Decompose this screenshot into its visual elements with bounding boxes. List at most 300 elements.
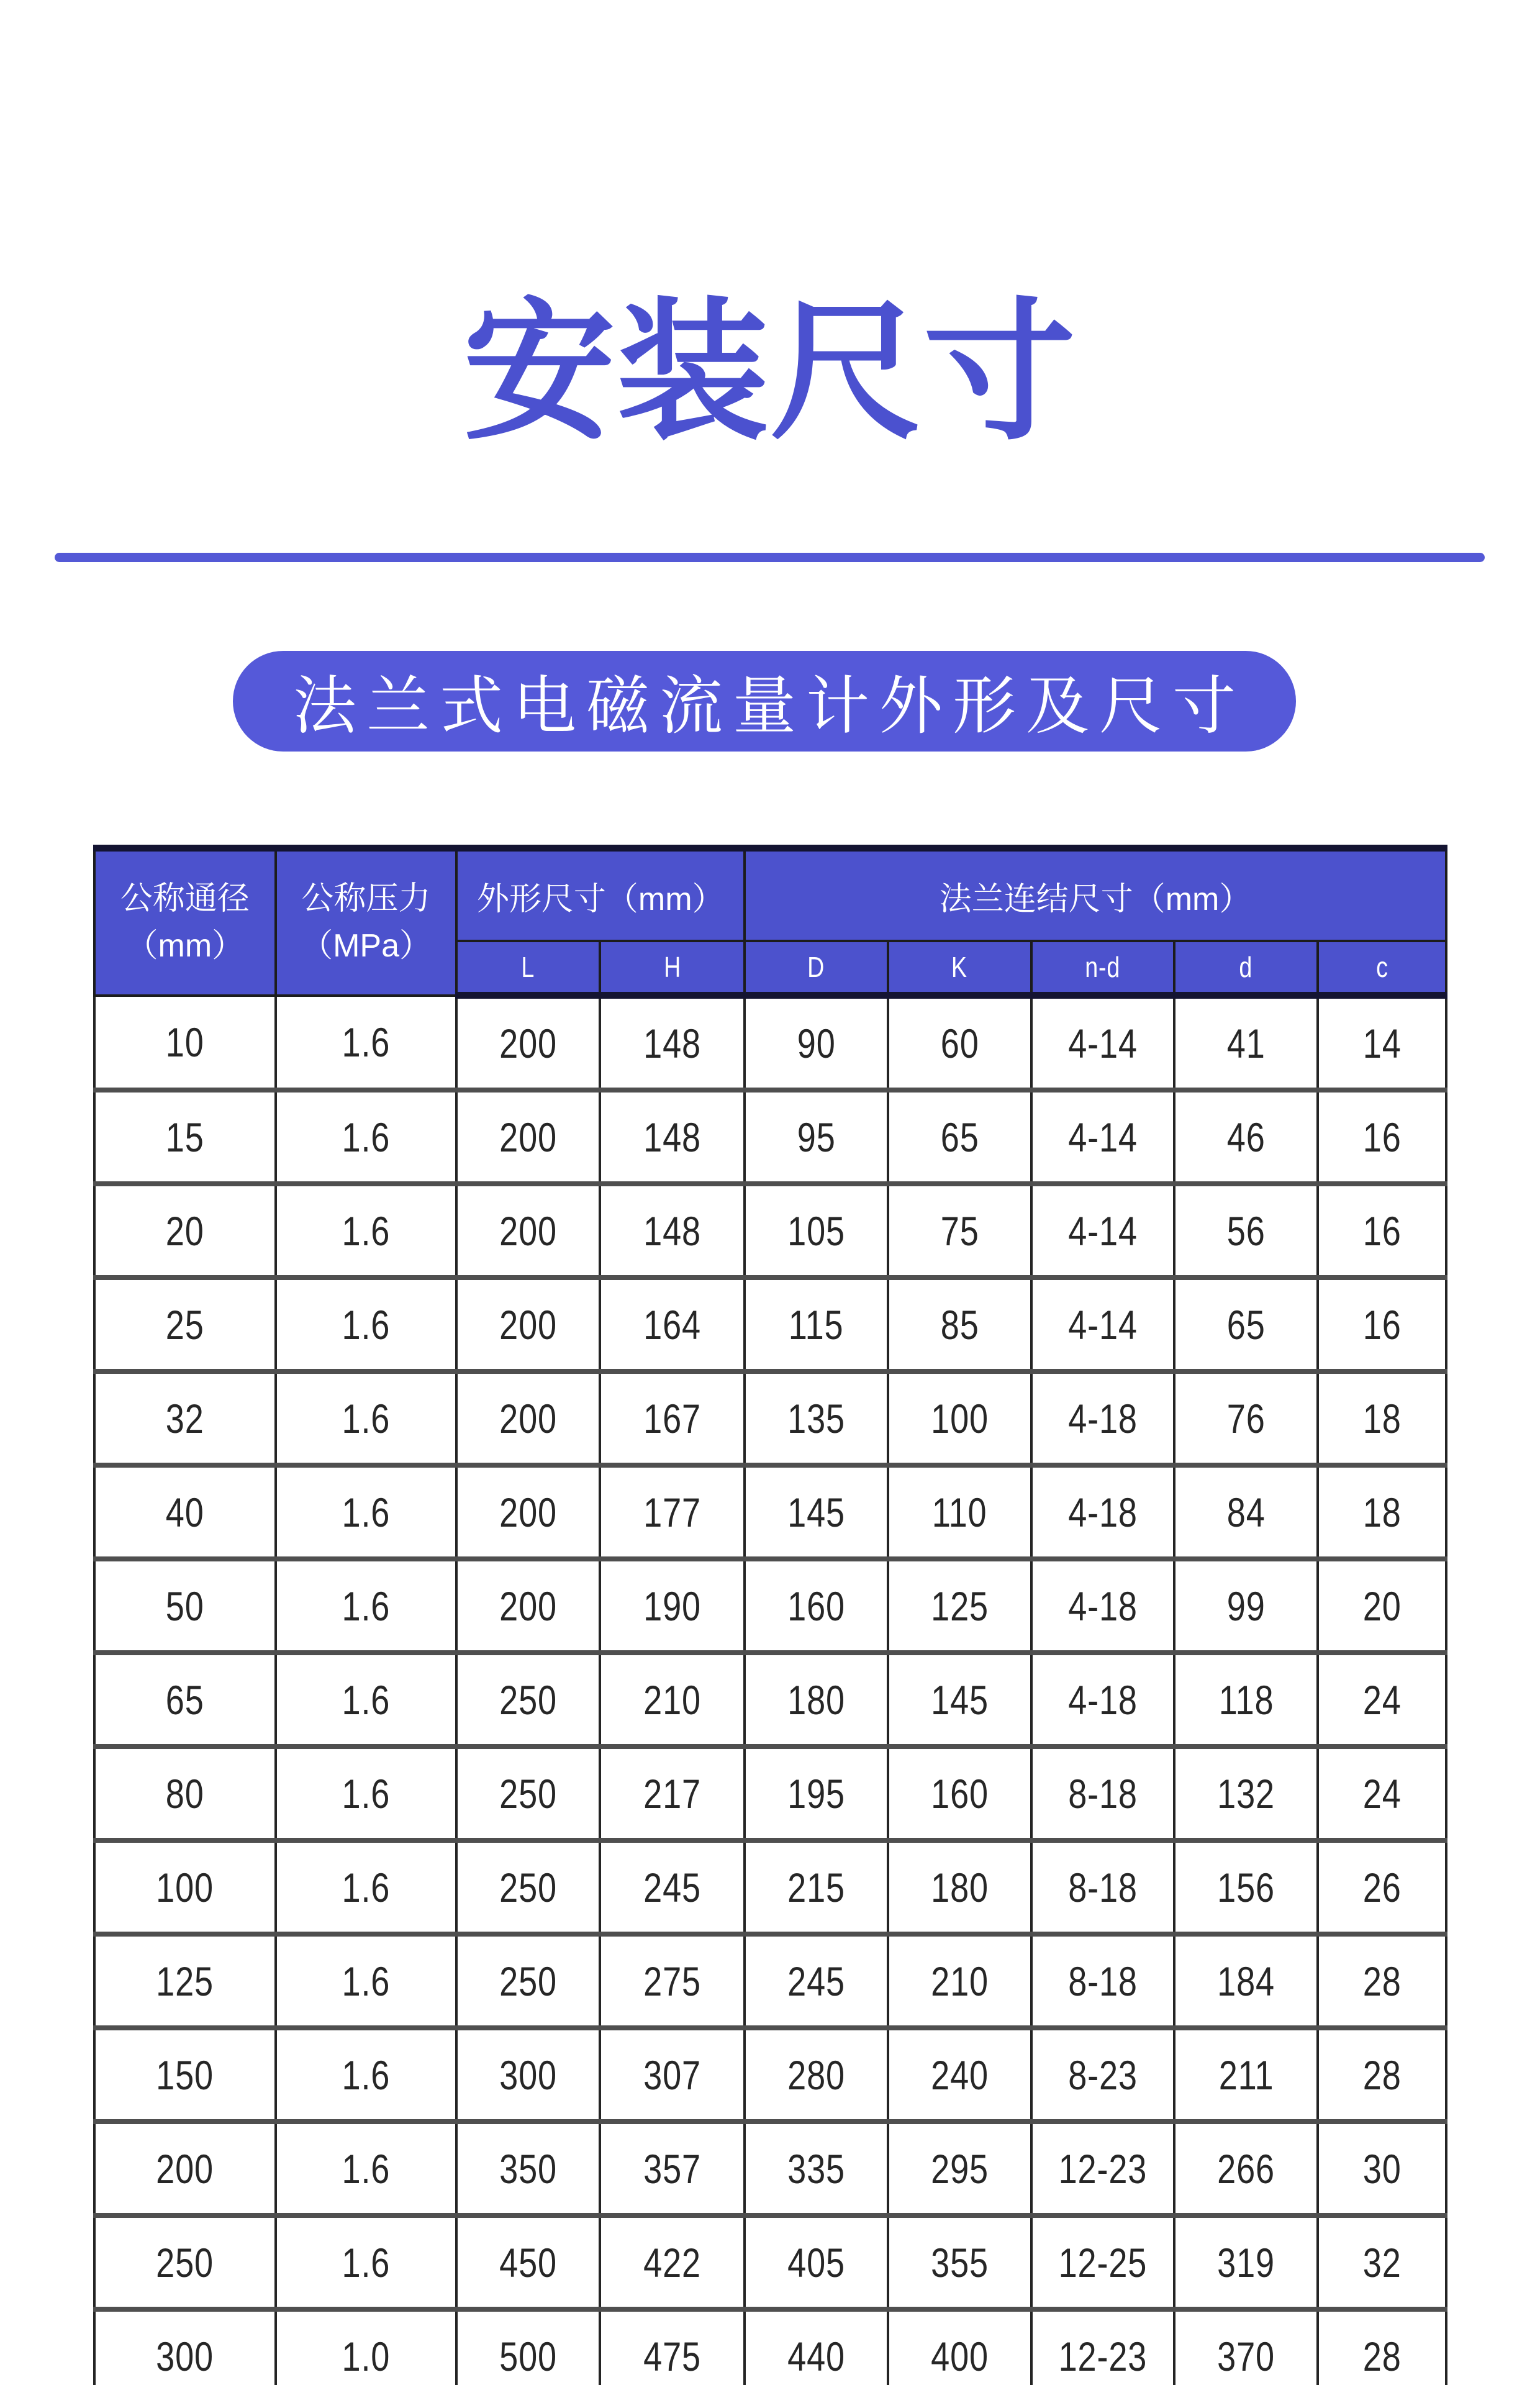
table-header (94, 848, 1446, 996)
col-header-nominal-diameter-line2: （mm） (125, 927, 245, 964)
table-cell (888, 996, 1031, 1091)
table-cell (600, 2028, 745, 2122)
table-cell (1031, 1184, 1175, 1278)
table-cell (456, 1371, 600, 1465)
cell-value: 245 (643, 1864, 702, 1910)
table-cell (276, 2122, 457, 2215)
table-cell (1318, 2215, 1446, 2309)
table-cell (1031, 996, 1175, 1091)
table-cell (1174, 1184, 1318, 1278)
table-cell (1031, 1653, 1175, 1747)
table-cell (276, 2215, 457, 2309)
table-cell (888, 1090, 1031, 1184)
table-row (94, 1278, 1446, 1371)
cell-value: 24 (1362, 1676, 1402, 1723)
cell-value: 400 (930, 2333, 989, 2379)
cell-value: 125 (156, 1958, 214, 2004)
col-header-nominal-pressure (276, 848, 457, 996)
col-header-nominal-pressure-line2: （MPa） (301, 927, 432, 964)
sub-header-K-label: K (951, 951, 968, 983)
table-cell (600, 1090, 745, 1184)
cell-value: 8-23 (1068, 2051, 1138, 2098)
table-cell (94, 2215, 276, 2309)
table-cell (276, 1184, 457, 1278)
table-cell (745, 2309, 888, 2385)
table-cell (94, 2122, 276, 2215)
table-cell (456, 1840, 600, 1934)
cell-value: 56 (1226, 1207, 1266, 1254)
table-cell (745, 2215, 888, 2309)
table-cell (1318, 2309, 1446, 2385)
table-cell (94, 2028, 276, 2122)
table-cell (600, 1653, 745, 1747)
table-cell (1031, 2122, 1175, 2215)
table-cell (1174, 2309, 1318, 2385)
table-cell (456, 996, 600, 1091)
cell-value: 150 (156, 2051, 214, 2098)
cell-value: 4-14 (1068, 1207, 1138, 1254)
table-cell (456, 1559, 600, 1653)
cell-value: 245 (787, 1958, 845, 2004)
cell-value: 180 (787, 1676, 845, 1723)
cell-value: 300 (156, 2333, 214, 2379)
cell-value: 190 (643, 1583, 702, 1629)
table-row (94, 1747, 1446, 1840)
table-cell (456, 1278, 600, 1371)
table-cell (94, 996, 276, 1091)
cell-value: 25 (165, 1301, 204, 1348)
cell-value: 250 (499, 1958, 558, 2004)
cell-value: 211 (1218, 2051, 1274, 2098)
table-cell (1318, 1934, 1446, 2028)
table-cell (94, 1371, 276, 1465)
sub-header-L (456, 941, 600, 996)
table-cell (745, 2122, 888, 2215)
cell-value: 145 (787, 1489, 845, 1535)
cell-value: 300 (499, 2051, 558, 2098)
table-cell (276, 2309, 457, 2385)
table-cell (1174, 996, 1318, 1091)
table-cell (276, 1840, 457, 1934)
cell-value: 200 (499, 1207, 558, 1254)
table-cell (276, 996, 457, 1091)
table-body (94, 996, 1446, 2385)
cell-value: 84 (1226, 1489, 1266, 1535)
table-cell (1174, 1934, 1318, 2028)
col-header-nominal-diameter (94, 848, 276, 996)
table-cell (600, 1934, 745, 2028)
table-cell (888, 2215, 1031, 2309)
cell-value: 41 (1226, 1020, 1266, 1066)
cell-value: 450 (499, 2239, 558, 2286)
table-cell (94, 2309, 276, 2385)
cell-value: 65 (940, 1114, 979, 1160)
table-cell (94, 1653, 276, 1747)
cell-value: 60 (940, 1020, 979, 1066)
group-header-overall-dimensions: 外形尺寸（mm） (456, 848, 745, 942)
table-cell (888, 1934, 1031, 2028)
table-cell (1174, 2215, 1318, 2309)
cell-value: 90 (797, 1020, 836, 1066)
sub-header-D-label: D (807, 951, 825, 983)
section-divider (55, 553, 1485, 562)
table-cell (745, 2028, 888, 2122)
cell-value: 16 (1362, 1301, 1402, 1348)
table-cell (1318, 1465, 1446, 1559)
table-cell (456, 1653, 600, 1747)
table-cell (888, 1559, 1031, 1653)
cell-value: 164 (643, 1301, 702, 1348)
table-cell (94, 1934, 276, 2028)
table-cell (456, 1090, 600, 1184)
cell-value: 177 (643, 1489, 702, 1535)
table-cell (1031, 1090, 1175, 1184)
cell-value: 250 (499, 1864, 558, 1910)
cell-value: 1.0 (342, 2333, 391, 2379)
cell-value: 40 (165, 1489, 204, 1535)
cell-value: 1.6 (342, 1207, 391, 1254)
cell-value: 16 (1362, 1207, 1402, 1254)
table-cell (745, 1184, 888, 1278)
table-row (94, 2028, 1446, 2122)
cell-value: 1.6 (342, 1114, 391, 1160)
table-cell (745, 1090, 888, 1184)
cell-value: 160 (930, 1770, 989, 1817)
table-cell (600, 1840, 745, 1934)
cell-value: 1.6 (342, 1395, 391, 1442)
cell-value: 20 (1362, 1583, 1402, 1629)
cell-value: 148 (643, 1207, 702, 1254)
cell-value: 12-25 (1058, 2239, 1148, 2286)
table-cell (1174, 1465, 1318, 1559)
table-row (94, 1840, 1446, 1934)
table-cell (888, 1840, 1031, 1934)
table-cell (745, 1559, 888, 1653)
cell-value: 1.6 (342, 1770, 391, 1817)
dimensions-table (93, 845, 1447, 2385)
table-cell (1318, 1747, 1446, 1840)
table-row (94, 2122, 1446, 2215)
cell-value: 355 (930, 2239, 989, 2286)
table-row (94, 1559, 1446, 1653)
cell-value: 95 (797, 1114, 836, 1160)
table-cell (600, 2215, 745, 2309)
cell-value: 10 (165, 1019, 204, 1065)
sub-header-L-label: L (521, 951, 535, 983)
cell-value: 500 (499, 2333, 558, 2379)
cell-value: 1.6 (342, 1301, 391, 1348)
cell-value: 85 (940, 1301, 979, 1348)
sub-header-D (745, 941, 888, 996)
cell-value: 1.6 (342, 1958, 391, 2004)
table-cell (888, 2028, 1031, 2122)
cell-value: 100 (156, 1864, 214, 1910)
table-cell (600, 1371, 745, 1465)
cell-value: 200 (156, 2145, 214, 2192)
cell-value: 440 (787, 2333, 845, 2379)
cell-value: 115 (789, 1301, 844, 1348)
cell-value: 4-14 (1068, 1020, 1138, 1066)
table-cell (276, 1934, 457, 2028)
table-row (94, 2309, 1446, 2385)
table-row (94, 1653, 1446, 1747)
cell-value: 210 (643, 1676, 702, 1723)
cell-value: 99 (1226, 1583, 1266, 1629)
cell-value: 4-18 (1068, 1583, 1138, 1629)
table-cell (1174, 1653, 1318, 1747)
table-header-main-row (94, 848, 1446, 942)
table-cell (1318, 2122, 1446, 2215)
table-cell (1318, 1090, 1446, 1184)
cell-value: 118 (1218, 1676, 1274, 1723)
cell-value: 319 (1217, 2239, 1275, 2286)
sub-header-H-label: H (663, 951, 681, 983)
cell-value: 195 (787, 1770, 845, 1817)
cell-value: 210 (930, 1958, 989, 2004)
table-cell (1174, 2122, 1318, 2215)
table-cell (1031, 1840, 1175, 1934)
cell-value: 156 (1217, 1864, 1275, 1910)
sub-header-d-label: d (1239, 951, 1253, 983)
sub-header-H (600, 941, 745, 996)
cell-value: 280 (787, 2051, 845, 2098)
cell-value: 28 (1362, 2333, 1402, 2379)
col-header-nominal-diameter-line1: 公称通径 (120, 881, 250, 917)
table-cell (276, 2028, 457, 2122)
table-cell (94, 1559, 276, 1653)
table-cell (745, 1371, 888, 1465)
cell-value: 307 (643, 2051, 702, 2098)
sub-header-n-d-label: n-d (1085, 951, 1121, 983)
cell-value: 65 (1226, 1301, 1266, 1348)
cell-value: 160 (787, 1583, 845, 1629)
cell-value: 295 (930, 2145, 989, 2192)
cell-value: 18 (1362, 1489, 1402, 1535)
cell-value: 1.6 (342, 1583, 391, 1629)
table-row (94, 2215, 1446, 2309)
cell-value: 24 (1362, 1770, 1402, 1817)
cell-value: 200 (499, 1301, 558, 1348)
table-cell (1174, 2028, 1318, 2122)
cell-value: 14 (1362, 1020, 1402, 1066)
cell-value: 370 (1217, 2333, 1275, 2379)
table-cell (745, 1278, 888, 1371)
cell-value: 100 (930, 1395, 989, 1442)
cell-value: 200 (499, 1020, 558, 1066)
cell-value: 1.6 (342, 2239, 391, 2286)
cell-value: 105 (787, 1207, 845, 1254)
table-cell (1174, 1090, 1318, 1184)
table-cell (1031, 1747, 1175, 1840)
table-cell (1031, 2215, 1175, 2309)
cell-value: 18 (1362, 1395, 1402, 1442)
table-cell (1031, 1934, 1175, 2028)
table-cell (1031, 1559, 1175, 1653)
table-cell (600, 1747, 745, 1840)
table-cell (1174, 1559, 1318, 1653)
cell-value: 8-18 (1068, 1770, 1138, 1817)
table-row (94, 1934, 1446, 2028)
cell-value: 132 (1217, 1770, 1275, 1817)
cell-value: 1.6 (342, 2051, 391, 2098)
cell-value: 125 (930, 1583, 989, 1629)
cell-value: 20 (165, 1207, 204, 1254)
cell-value: 65 (165, 1676, 204, 1723)
table-row (94, 1371, 1446, 1465)
cell-value: 200 (499, 1489, 558, 1535)
table-row (94, 1090, 1446, 1184)
cell-value: 50 (165, 1583, 204, 1629)
table-cell (600, 1278, 745, 1371)
cell-value: 357 (643, 2145, 702, 2192)
cell-value: 4-14 (1068, 1114, 1138, 1160)
cell-value: 135 (787, 1395, 845, 1442)
cell-value: 1.6 (342, 1019, 391, 1065)
cell-value: 422 (643, 2239, 702, 2286)
sub-header-c-label: c (1375, 951, 1388, 983)
table-cell (1318, 1278, 1446, 1371)
cell-value: 16 (1362, 1114, 1402, 1160)
table-cell (1031, 1278, 1175, 1371)
table-cell (1031, 1371, 1175, 1465)
cell-value: 1.6 (342, 1489, 391, 1535)
cell-value: 240 (930, 2051, 989, 2098)
cell-value: 275 (643, 1958, 702, 2004)
table-row (94, 996, 1446, 1091)
cell-value: 4-14 (1068, 1301, 1138, 1348)
table-cell (1174, 1278, 1318, 1371)
cell-value: 180 (930, 1864, 989, 1910)
table-cell (276, 1653, 457, 1747)
cell-value: 200 (499, 1114, 558, 1160)
sub-header-d (1174, 941, 1318, 996)
table-cell (600, 2309, 745, 2385)
cell-value: 215 (787, 1864, 845, 1910)
sub-header-c (1318, 941, 1446, 996)
table-cell (456, 2028, 600, 2122)
cell-value: 266 (1217, 2145, 1275, 2192)
table-cell (1031, 2028, 1175, 2122)
table-cell (1174, 1840, 1318, 1934)
table-row (94, 1184, 1446, 1278)
cell-value: 475 (643, 2333, 702, 2379)
table-cell (888, 1653, 1031, 1747)
cell-value: 28 (1362, 2051, 1402, 2098)
table-cell (600, 1465, 745, 1559)
cell-value: 1.6 (342, 1864, 391, 1910)
table-cell (600, 1184, 745, 1278)
table-cell (456, 1465, 600, 1559)
cell-value: 217 (643, 1770, 702, 1817)
table-cell (1318, 1653, 1446, 1747)
table-cell (1318, 1371, 1446, 1465)
table-row (94, 1465, 1446, 1559)
cell-value: 335 (787, 2145, 845, 2192)
cell-value: 8-18 (1068, 1864, 1138, 1910)
cell-value: 1.6 (342, 2145, 391, 2192)
table-cell (1174, 1371, 1318, 1465)
table-cell (745, 1465, 888, 1559)
cell-value: 250 (499, 1676, 558, 1723)
table-cell (276, 1090, 457, 1184)
cell-value: 184 (1217, 1958, 1275, 2004)
table-cell (600, 1559, 745, 1653)
cell-value: 145 (930, 1676, 989, 1723)
table-cell (276, 1278, 457, 1371)
cell-value: 250 (499, 1770, 558, 1817)
cell-value: 26 (1362, 1864, 1402, 1910)
table-cell (745, 1653, 888, 1747)
cell-value: 148 (643, 1020, 702, 1066)
table-cell (456, 1934, 600, 2028)
table-cell (94, 1278, 276, 1371)
cell-value: 250 (156, 2239, 214, 2286)
table-cell (745, 1840, 888, 1934)
table-cell (1318, 996, 1446, 1091)
table-cell (276, 1559, 457, 1653)
table-cell (888, 1371, 1031, 1465)
cell-value: 200 (499, 1583, 558, 1629)
cell-value: 12-23 (1058, 2333, 1148, 2379)
section-banner (233, 651, 1296, 752)
sub-header-K (888, 941, 1031, 996)
table-cell (94, 1840, 276, 1934)
table-cell (1318, 2028, 1446, 2122)
table-cell (745, 1747, 888, 1840)
cell-value: 350 (499, 2145, 558, 2192)
table-cell (276, 1465, 457, 1559)
cell-value: 30 (1362, 2145, 1402, 2192)
cell-value: 75 (940, 1207, 979, 1254)
group-header-flange-connection: 法兰连结尺寸（mm） (745, 848, 1446, 942)
cell-value: 1.6 (342, 1676, 391, 1723)
table-cell (1318, 1184, 1446, 1278)
table-cell (600, 2122, 745, 2215)
sub-header-n-d (1031, 941, 1175, 996)
table-cell (94, 1747, 276, 1840)
cell-value: 4-18 (1068, 1489, 1138, 1535)
table-cell (276, 1371, 457, 1465)
cell-value: 28 (1362, 1958, 1402, 2004)
cell-value: 8-18 (1068, 1958, 1138, 2004)
cell-value: 4-18 (1068, 1676, 1138, 1723)
table-cell (888, 1184, 1031, 1278)
table-cell (888, 1465, 1031, 1559)
cell-value: 405 (787, 2239, 845, 2286)
table-cell (745, 1934, 888, 2028)
cell-value: 46 (1226, 1114, 1266, 1160)
table-cell (1031, 1465, 1175, 1559)
table-cell (888, 1747, 1031, 1840)
cell-value: 110 (931, 1489, 987, 1535)
table-cell (1318, 1840, 1446, 1934)
table-cell (276, 1747, 457, 1840)
table-cell (456, 2309, 600, 2385)
section-banner-label: 法兰式电磁流量计外形及尺寸 (293, 671, 1246, 742)
table-cell (745, 996, 888, 1091)
table-cell (1174, 1747, 1318, 1840)
table-cell (456, 1747, 600, 1840)
cell-value: 32 (165, 1395, 204, 1442)
table-cell (1031, 2309, 1175, 2385)
cell-value: 15 (165, 1114, 204, 1160)
table-cell (94, 1465, 276, 1559)
table-cell (94, 1184, 276, 1278)
cell-value: 4-18 (1068, 1395, 1138, 1442)
table-cell (888, 1278, 1031, 1371)
table-cell (1318, 1559, 1446, 1653)
cell-value: 12-23 (1058, 2145, 1148, 2192)
